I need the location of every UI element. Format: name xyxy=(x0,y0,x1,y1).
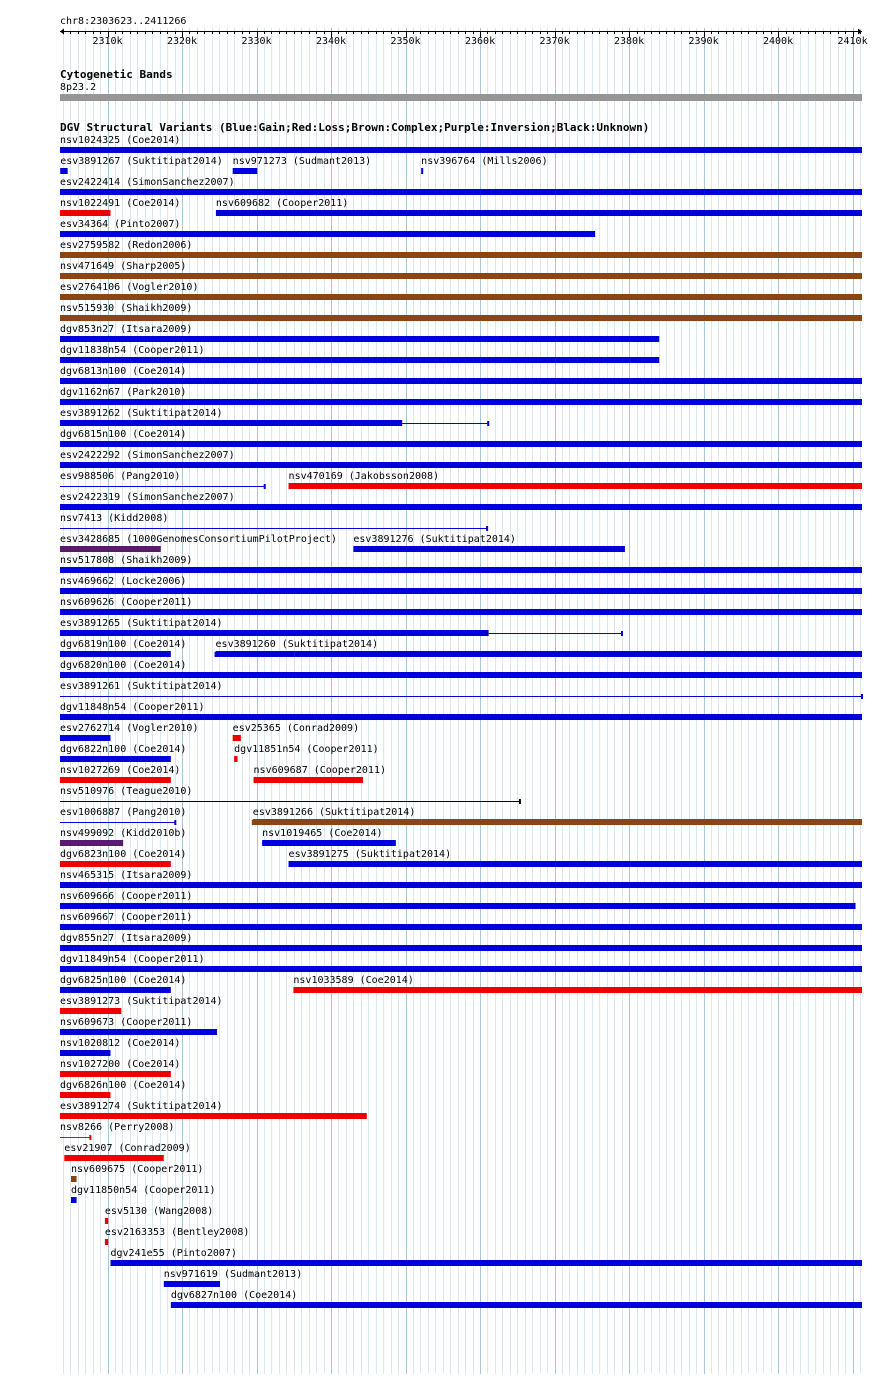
variant-bar xyxy=(60,441,862,447)
variant-label: dgv241e55 (Pinto2007) xyxy=(110,1248,237,1259)
variant-bar xyxy=(293,987,862,993)
variant-bar xyxy=(64,1155,163,1161)
variant-bar xyxy=(60,1071,171,1077)
variant-feature[interactable] xyxy=(60,807,186,825)
variant-label: dgv11851n54 (Cooper2011) xyxy=(234,744,379,755)
ruler-tick-label: 2310k xyxy=(92,36,123,47)
variant-bar xyxy=(60,777,171,783)
variant-label: nsv471649 (Sharp2005) xyxy=(60,261,187,272)
variant-bar xyxy=(60,630,489,636)
variant-bar xyxy=(60,987,171,993)
variant-feature[interactable] xyxy=(60,744,186,762)
variant-label: dgv6823n100 (Coe2014) xyxy=(60,849,187,860)
variant-label: esv3891273 (Suktitipat2014) xyxy=(60,996,223,1007)
variant-bar xyxy=(164,1281,220,1287)
variant-label: nsv499092 (Kidd2010b) xyxy=(60,828,187,839)
variant-bar xyxy=(60,546,161,552)
variant-label: nsv609626 (Cooper2011) xyxy=(60,597,193,608)
ruler-tick-label: 2400k xyxy=(763,36,794,47)
variant-label: esv3891261 (Suktitipat2014) xyxy=(60,681,223,692)
variant-label: esv34364 (Pinto2007) xyxy=(60,219,181,230)
variant-feature[interactable] xyxy=(60,618,622,636)
variant-bar xyxy=(60,504,862,510)
variant-label: nsv470169 (Jakobsson2008) xyxy=(288,471,440,482)
variant-feature[interactable] xyxy=(253,807,422,825)
variant-label: esv21907 (Conrad2009) xyxy=(64,1143,191,1154)
variant-bar xyxy=(171,1302,862,1308)
variant-bar xyxy=(60,882,862,888)
ruler-tick-label: 2330k xyxy=(241,36,272,47)
variant-feature[interactable] xyxy=(60,156,223,174)
variant-label: nsv1024325 (Coe2014) xyxy=(60,135,181,146)
variant-bar xyxy=(60,567,862,573)
dgv-track-title: DGV Structural Variants (Blue:Gain;Red:Loss;Brown:Complex;Purple:Inversion;Black:Unknown) xyxy=(60,121,650,134)
variant-label: nsv609682 (Cooper2011) xyxy=(215,198,349,209)
variant-bar xyxy=(60,651,171,657)
variant-bar xyxy=(60,1050,110,1056)
variant-feature[interactable] xyxy=(110,1248,862,1266)
variant-bar xyxy=(289,861,862,867)
variant-bar xyxy=(60,588,862,594)
variant-label: esv2163353 (Bentley2008) xyxy=(104,1227,250,1238)
variant-bar xyxy=(60,1113,367,1119)
variant-feature[interactable] xyxy=(294,651,862,657)
variant-bar xyxy=(60,315,862,321)
variant-feature[interactable] xyxy=(60,1122,174,1140)
cytoband-label: 8p23.2 xyxy=(60,82,97,93)
variant-feature[interactable] xyxy=(60,765,180,783)
variant-bar xyxy=(105,1218,108,1224)
variant-label: esv3891262 (Suktitipat2014) xyxy=(60,408,223,419)
variant-label: esv1006887 (Pang2010) xyxy=(60,807,187,818)
variant-bar xyxy=(60,252,862,258)
variant-label: nsv517808 (Shaikh2009) xyxy=(60,555,193,566)
variant-feature[interactable] xyxy=(64,1143,190,1161)
variant-label: dgv6819n100 (Coe2014) xyxy=(60,639,187,650)
variant-bar xyxy=(60,945,862,951)
variant-label: esv988506 (Pang2010) xyxy=(60,471,181,482)
variant-feature[interactable] xyxy=(60,891,856,909)
variant-bar xyxy=(105,1239,108,1245)
variant-bar xyxy=(60,966,862,972)
variant-bar xyxy=(60,903,856,909)
variant-label: dgv6826n100 (Coe2014) xyxy=(60,1080,187,1091)
variant-label: dgv6815n100 (Coe2014) xyxy=(60,429,187,440)
variant-label: nsv609675 (Cooper2011) xyxy=(71,1164,204,1175)
variant-label: nsv971273 (Sudmant2013) xyxy=(232,156,372,167)
variant-bar xyxy=(60,294,862,300)
variant-label: esv3428685 (1000GenomesConsortiumPilotProject) xyxy=(60,534,337,545)
variant-bar xyxy=(262,840,396,846)
ruler-tick-label: 2390k xyxy=(688,36,719,47)
variant-label: dgv855n27 (Itsara2009) xyxy=(60,933,193,944)
variant-feature[interactable] xyxy=(60,996,223,1014)
variant-feature[interactable] xyxy=(234,744,379,762)
ruler-tick-label: 2360k xyxy=(464,36,496,47)
variant-bar xyxy=(233,735,241,741)
variant-label: nsv609673 (Cooper2011) xyxy=(60,1017,193,1028)
variant-feature[interactable] xyxy=(422,819,862,825)
variant-bar xyxy=(253,819,422,825)
variant-label: dgv6825n100 (Coe2014) xyxy=(60,975,187,986)
variant-label: dgv853n27 (Itsara2009) xyxy=(60,324,193,335)
variant-bar xyxy=(60,147,862,153)
variant-label: dgv11849n54 (Cooper2011) xyxy=(60,954,205,965)
variant-bar xyxy=(353,546,625,552)
variant-bar xyxy=(60,231,595,237)
cytoband-track-title: Cytogenetic Bands xyxy=(60,68,173,81)
cytoband-bar[interactable] xyxy=(60,94,862,101)
variant-label: esv3891267 (Suktitipat2014) xyxy=(60,156,223,167)
variant-label: esv25365 (Conrad2009) xyxy=(232,723,360,734)
variant-label: esv3891265 (Suktitipat2014) xyxy=(60,618,223,629)
variant-feature[interactable] xyxy=(60,513,487,531)
variant-bar xyxy=(60,609,862,615)
ruler-tick-label: 2370k xyxy=(539,36,570,47)
variant-bar xyxy=(60,189,862,195)
variant-bar xyxy=(422,819,862,825)
variant-bar xyxy=(234,756,237,762)
variant-label: nsv396764 (Mills2006) xyxy=(421,156,548,167)
variant-label: nsv469662 (Locke2006) xyxy=(60,576,187,587)
variant-label: dgv11838n54 (Cooper2011) xyxy=(60,345,205,356)
locus-label: chr8:2303623..2411266 xyxy=(60,16,187,27)
variant-feature[interactable] xyxy=(421,156,547,174)
variant-bar xyxy=(60,210,110,216)
variant-bar xyxy=(60,273,862,279)
variant-feature[interactable] xyxy=(60,849,186,867)
variant-bar xyxy=(421,168,423,174)
variant-label: esv2759582 (Redon2006) xyxy=(60,240,193,251)
variant-label: nsv1027269 (Coe2014) xyxy=(60,765,181,776)
variant-bar xyxy=(60,735,110,741)
variant-bar xyxy=(60,168,67,174)
variant-label: nsv609666 (Cooper2011) xyxy=(60,891,193,902)
variant-feature[interactable] xyxy=(60,219,595,237)
variant-label: dgv6822n100 (Coe2014) xyxy=(60,744,187,755)
variant-feature[interactable] xyxy=(60,1101,367,1119)
coordinate-ruler[interactable] xyxy=(60,29,868,48)
variant-label: esv3891266 (Suktitipat2014) xyxy=(252,807,416,818)
variant-feature[interactable] xyxy=(216,198,862,216)
variant-label: dgv6820n100 (Coe2014) xyxy=(60,660,187,671)
variant-label: nsv8266 (Perry2008) xyxy=(60,1122,175,1133)
variant-bar xyxy=(60,1008,121,1014)
variant-bar xyxy=(294,651,862,657)
variant-label: esv3891275 (Suktitipat2014) xyxy=(288,849,452,860)
variant-label: nsv515930 (Shaikh2009) xyxy=(60,303,193,314)
variant-feature[interactable] xyxy=(60,408,488,426)
variant-bar xyxy=(60,462,862,468)
variant-feature[interactable] xyxy=(233,723,359,741)
variant-feature[interactable] xyxy=(60,534,337,552)
variant-bar xyxy=(289,483,862,489)
variant-feature[interactable] xyxy=(60,723,198,741)
variant-label: dgv11848n54 (Cooper2011) xyxy=(60,702,205,713)
variant-label: esv2764106 (Vogler2010) xyxy=(60,282,199,293)
variant-label: dgv6827n100 (Coe2014) xyxy=(170,1290,298,1301)
ruler-tick-label: 2320k xyxy=(166,36,198,47)
variant-bar xyxy=(60,399,862,405)
variant-feature[interactable] xyxy=(289,471,862,489)
variant-bar xyxy=(60,1092,110,1098)
variant-label: esv2422319 (SimonSanchez2007) xyxy=(60,492,235,503)
variant-label: nsv971619 (Sudmant2013) xyxy=(163,1269,303,1280)
variant-bar xyxy=(60,378,862,384)
variant-bar xyxy=(60,1029,217,1035)
variant-label: nsv1019465 (Coe2014) xyxy=(262,828,383,839)
variant-bar xyxy=(60,672,862,678)
variant-label: dgv11850n54 (Cooper2011) xyxy=(71,1185,216,1196)
variant-label: nsv1033589 (Coe2014) xyxy=(293,975,414,986)
variant-label: dgv6813n100 (Coe2014) xyxy=(60,366,187,377)
variant-label: nsv609667 (Cooper2011) xyxy=(60,912,193,923)
variant-feature[interactable] xyxy=(60,198,180,216)
variant-feature[interactable] xyxy=(60,1017,217,1035)
variant-label: esv2422292 (SimonSanchez2007) xyxy=(60,450,235,461)
ruler-tick-label: 2340k xyxy=(315,36,347,47)
variant-feature[interactable] xyxy=(71,1185,216,1203)
variant-bar xyxy=(60,840,123,846)
ruler-tick-label: 2410k xyxy=(837,36,868,47)
variant-bar xyxy=(216,651,295,657)
variant-label: nsv1020812 (Coe2014) xyxy=(60,1038,181,1049)
variant-feature[interactable] xyxy=(164,1269,302,1287)
variant-label: nsv510976 (Teague2010) xyxy=(60,786,193,797)
variant-label: esv3891260 (Suktitipat2014) xyxy=(215,639,379,650)
variant-feature[interactable] xyxy=(60,639,186,657)
variant-bar xyxy=(216,210,862,216)
variant-bar xyxy=(60,336,659,342)
variant-label: nsv609687 (Cooper2011) xyxy=(253,765,386,776)
variant-label: nsv465315 (Itsara2009) xyxy=(60,870,193,881)
variant-label: esv2422414 (SimonSanchez2007) xyxy=(60,177,235,188)
ruler-tick-label: 2350k xyxy=(390,36,421,47)
variant-label: nsv7413 (Kidd2008) xyxy=(60,513,169,524)
variant-bar xyxy=(233,168,258,174)
variant-feature[interactable] xyxy=(60,1038,180,1056)
ruler-tick-label: 2380k xyxy=(613,36,645,47)
variant-feature[interactable] xyxy=(289,849,862,867)
variant-bar xyxy=(110,1260,862,1266)
variant-label: esv2762714 (Vogler2010) xyxy=(60,723,199,734)
variant-feature[interactable] xyxy=(262,828,396,846)
variant-label: nsv1022491 (Coe2014) xyxy=(60,198,181,209)
variant-label: esv3891276 (Suktitipat2014) xyxy=(353,534,516,545)
variant-bar xyxy=(60,756,171,762)
variant-feature[interactable] xyxy=(60,1059,180,1077)
variant-label: dgv1162n67 (Park2010) xyxy=(60,387,187,398)
variant-bar xyxy=(71,1176,77,1182)
variant-bar xyxy=(60,357,659,363)
variant-label: esv3891274 (Suktitipat2014) xyxy=(60,1101,223,1112)
variant-bar xyxy=(60,924,862,930)
variant-bar xyxy=(60,420,402,426)
variant-bar xyxy=(254,777,364,783)
variant-bar xyxy=(60,861,171,867)
variant-feature[interactable] xyxy=(254,765,386,783)
variant-feature[interactable] xyxy=(171,1290,862,1308)
variant-feature[interactable] xyxy=(60,975,186,993)
variant-label: nsv1027200 (Coe2014) xyxy=(60,1059,181,1070)
variant-bar xyxy=(71,1197,77,1203)
variant-label: esv5130 (Wang2008) xyxy=(104,1206,214,1217)
variant-bar xyxy=(60,714,862,720)
